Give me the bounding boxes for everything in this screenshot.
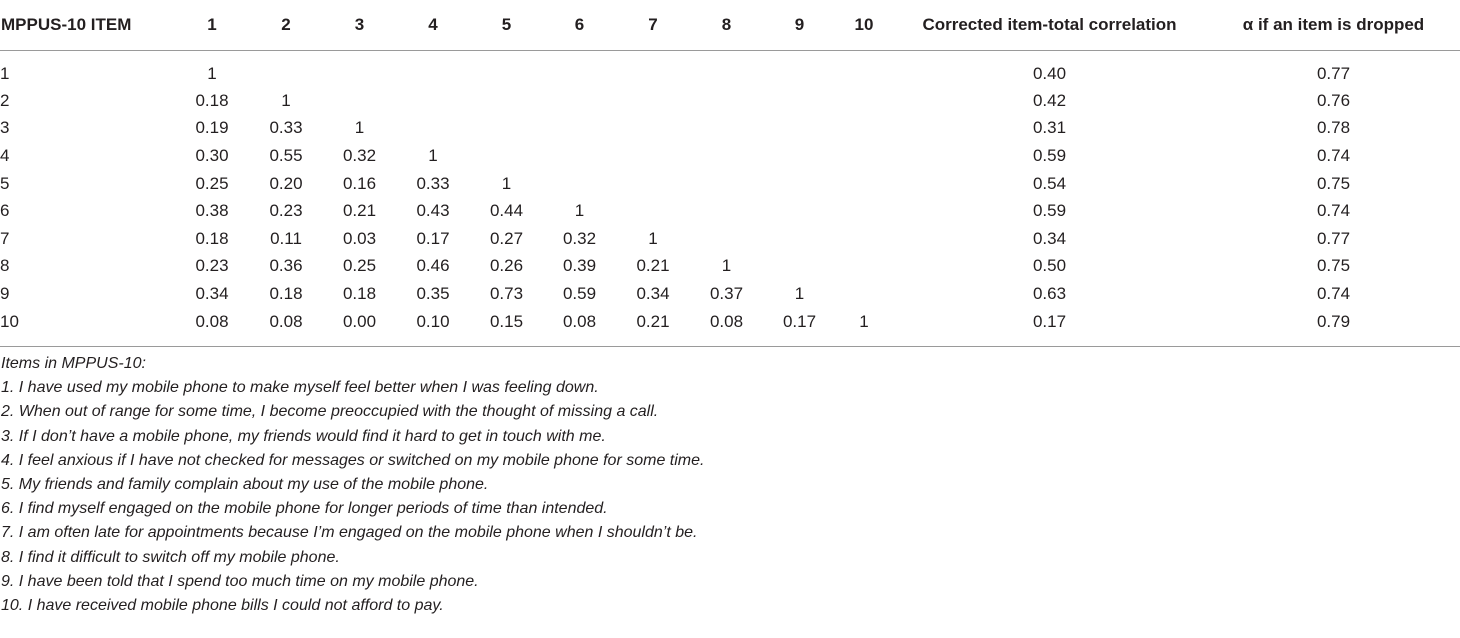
footnote-item: 3. If I don’t have a mobile phone, my friends would find it hard to get in touch with me.: [1, 427, 606, 445]
corrected-item-total-cell: 0.31: [1032, 118, 1067, 138]
correlation-cell: 0.21: [342, 201, 377, 221]
correlation-cell: 0.20: [269, 173, 303, 193]
footnote-item: 7. I am often late for appointments because I’m engaged on the mobile phone when I shouldn’t be.: [1, 524, 698, 542]
header-col-4: 4: [396, 0, 470, 50]
row-item-label: 7: [0, 228, 10, 248]
correlation-cell: 0.59: [562, 283, 597, 303]
correlation-cell: [763, 115, 836, 143]
correlation-cell: [543, 170, 616, 198]
table-row: [0, 50, 1460, 87]
header-col-3: 3: [323, 0, 396, 50]
row-item-label: 5: [0, 173, 10, 193]
correlation-cell: [763, 197, 836, 225]
correlation-cell: [836, 197, 892, 225]
correlation-cell: [396, 87, 470, 115]
table-row: [0, 225, 1460, 253]
correlation-cell: [836, 253, 892, 281]
correlation-cell: [616, 50, 690, 87]
correlation-cell: 1: [501, 173, 512, 193]
table-row: [0, 308, 1460, 336]
correlation-cell: 0.46: [416, 256, 450, 276]
alpha-if-dropped-cell: 0.77: [1316, 228, 1351, 248]
correlation-cell: [543, 142, 616, 170]
correlation-cell: 1: [281, 90, 291, 110]
alpha-if-dropped-cell: 0.79: [1316, 311, 1351, 331]
correlation-cell: 0.43: [416, 201, 450, 221]
correlation-cell: [543, 115, 616, 143]
correlation-cell: 0.08: [562, 311, 597, 331]
correlation-cell: 0.39: [562, 256, 597, 276]
correlation-cell: [836, 50, 892, 87]
correlation-cell: 0.00: [342, 311, 377, 331]
correlation-cell: [690, 197, 763, 225]
alpha-if-dropped-cell: 0.76: [1316, 90, 1351, 110]
row-item-label: 1: [0, 63, 10, 83]
correlation-cell: [763, 87, 836, 115]
correlation-cell: [836, 115, 892, 143]
correlation-cell: 0.36: [269, 256, 303, 276]
correlation-cell: [543, 87, 616, 115]
correlation-cell: [616, 87, 690, 115]
correlation-cell: 0.30: [195, 145, 229, 165]
correlation-cell: 1: [859, 311, 869, 331]
alpha-if-dropped-cell: 0.74: [1316, 201, 1351, 221]
correlation-cell: 0.32: [562, 228, 597, 248]
footnote-item: 2. When out of range for some time, I become preoccupied with the thought of missing a call.: [1, 403, 659, 421]
correlation-cell: 0.55: [269, 145, 303, 165]
correlation-cell: 1: [721, 256, 732, 276]
correlation-cell: 1: [428, 145, 438, 165]
correlation-cell: 1: [794, 283, 805, 303]
row-item-label: 8: [0, 256, 10, 276]
correlation-cell: 0.33: [416, 173, 450, 193]
alpha-if-dropped-cell: 0.74: [1316, 283, 1351, 303]
correlation-cell: [690, 50, 763, 87]
correlation-cell: [836, 225, 892, 253]
correlation-cell: 1: [354, 118, 365, 138]
correlation-cell: 0.10: [416, 311, 450, 331]
corrected-item-total-cell: 0.34: [1032, 228, 1067, 248]
header-col-1: 1: [175, 0, 249, 50]
correlation-cell: [249, 50, 323, 87]
corrected-item-total-cell: 0.59: [1032, 201, 1067, 221]
table-row: [0, 115, 1460, 143]
row-item-label: 9: [0, 283, 10, 303]
footnote-item: 6. I find myself engaged on the mobile phone for longer periods of time than intended.: [1, 500, 608, 518]
correlation-cell: 0.19: [195, 118, 229, 138]
table-row: [0, 170, 1460, 198]
correlation-cell: 0.18: [195, 90, 229, 110]
footnote-list: [1, 376, 1451, 618]
correlation-cell: 0.38: [195, 201, 229, 221]
correlation-cell: 0.21: [636, 311, 670, 331]
row-item-label: 3: [0, 118, 10, 138]
correlation-cell: [690, 170, 763, 198]
corrected-item-total-cell: 0.50: [1032, 256, 1067, 276]
header-col-8: 8: [690, 0, 763, 50]
alpha-if-dropped-cell: 0.77: [1316, 63, 1351, 83]
table-row: [0, 197, 1460, 225]
correlation-cell: [690, 87, 763, 115]
correlation-cell: 1: [207, 63, 217, 83]
header-col-7: 7: [616, 0, 690, 50]
correlation-cell: 0.25: [342, 256, 377, 276]
correlation-cell: [690, 225, 763, 253]
footnote-item: 10. I have received mobile phone bills I could not afford to pay.: [1, 597, 444, 615]
corrected-item-total-cell: 0.17: [1032, 311, 1067, 331]
correlation-cell: 0.33: [269, 118, 303, 138]
correlation-cell: [836, 87, 892, 115]
alpha-if-dropped-cell: 0.75: [1316, 256, 1351, 276]
correlation-cell: 0.25: [195, 173, 229, 193]
correlation-cell: [690, 142, 763, 170]
correlation-cell: [616, 115, 690, 143]
correlation-cell: 0.18: [342, 283, 377, 303]
correlation-cell: [836, 280, 892, 308]
footnote-item: 1. I have used my mobile phone to make myself feel better when I was feeling down.: [1, 379, 599, 397]
correlation-cell: 0.15: [489, 311, 524, 331]
correlation-cell: 0.37: [709, 283, 744, 303]
footnote-item: 8. I find it difficult to switch off my mobile phone.: [1, 548, 340, 566]
correlation-cell: [836, 142, 892, 170]
header-alpha-if-dropped: α if an item is dropped: [1207, 0, 1460, 50]
alpha-if-dropped-cell: 0.78: [1316, 118, 1351, 138]
header-col-9: 9: [763, 0, 836, 50]
footnote-item: 4. I feel anxious if I have not checked for messages or switched on my mobile phone for some time.: [1, 451, 705, 469]
correlation-cell: 0.21: [636, 256, 670, 276]
corrected-item-total-cell: 0.63: [1032, 283, 1067, 303]
correlation-cell: [690, 115, 763, 143]
footnote-item: 9. I have been told that I spend too much time on my mobile phone.: [1, 572, 479, 590]
correlation-cell: 0.17: [416, 228, 450, 248]
correlation-cell: 0.44: [489, 201, 524, 221]
correlation-cell: [470, 142, 543, 170]
correlation-cell: [396, 115, 470, 143]
header-col-10: 10: [836, 0, 892, 50]
correlation-cell: [470, 87, 543, 115]
header-col-5: 5: [470, 0, 543, 50]
footnote-title: Items in MPPUS-10:: [1, 355, 146, 372]
correlation-cell: 0.23: [195, 256, 229, 276]
row-item-label: 6: [0, 201, 10, 221]
header-item: MPPUS-10 ITEM: [0, 0, 175, 50]
correlation-cell: 0.73: [489, 283, 524, 303]
correlation-cell: [763, 142, 836, 170]
row-item-label: 10: [0, 311, 19, 331]
row-item-label: 2: [0, 90, 10, 110]
correlation-cell: 0.23: [269, 201, 303, 221]
table-header-row: [0, 0, 1460, 50]
correlation-cell: 1: [574, 201, 585, 221]
corrected-item-total-cell: 0.40: [1032, 63, 1067, 83]
correlation-cell: 0.18: [269, 283, 303, 303]
header-col-2: 2: [249, 0, 323, 50]
correlation-cell: 0.34: [195, 283, 229, 303]
table-row: [0, 142, 1460, 170]
correlation-cell: 0.08: [195, 311, 229, 331]
correlation-cell: 0.35: [416, 283, 450, 303]
correlation-cell: [543, 50, 616, 87]
corrected-item-total-cell: 0.59: [1032, 145, 1067, 165]
correlation-cell: [836, 170, 892, 198]
footnotes: [1, 352, 1451, 618]
table-body: [0, 50, 1460, 335]
correlation-cell: [323, 50, 396, 87]
correlation-cell: 0.11: [270, 228, 302, 248]
correlation-cell: [396, 50, 470, 87]
correlation-cell: [470, 50, 543, 87]
correlation-cell: 1: [648, 228, 658, 248]
correlation-cell: [323, 87, 396, 115]
correlation-cell: 0.34: [636, 283, 670, 303]
correlation-cell: [763, 50, 836, 87]
header-col-6: 6: [543, 0, 616, 50]
alpha-if-dropped-cell: 0.75: [1316, 173, 1351, 193]
correlation-cell: 0.26: [489, 256, 524, 276]
table-bottom-rule: [0, 346, 1460, 347]
corrected-item-total-cell: 0.42: [1032, 90, 1067, 110]
correlation-cell: 0.17: [782, 311, 817, 331]
correlation-cell: 0.08: [709, 311, 744, 331]
correlation-cell: 0.03: [342, 228, 377, 248]
table-row: [0, 280, 1460, 308]
table-row: [0, 253, 1460, 281]
header-corrected-item-total: Corrected item-total correlation: [892, 0, 1207, 50]
correlation-cell: 0.08: [269, 311, 303, 331]
corrected-item-total-cell: 0.54: [1032, 173, 1067, 193]
correlation-cell: [763, 170, 836, 198]
correlation-cell: 0.18: [195, 228, 229, 248]
row-item-label: 4: [0, 145, 10, 165]
correlation-cell: 0.27: [489, 228, 524, 248]
correlation-cell: [763, 225, 836, 253]
correlation-cell: [616, 170, 690, 198]
correlation-cell: [616, 197, 690, 225]
correlation-cell: 0.16: [342, 173, 377, 193]
correlation-cell: [470, 115, 543, 143]
correlation-cell: [763, 253, 836, 281]
footnote-item: 5. My friends and family complain about my use of the mobile phone.: [1, 476, 489, 494]
correlation-cell: [616, 142, 690, 170]
alpha-if-dropped-cell: 0.74: [1316, 145, 1351, 165]
correlation-cell: 0.32: [342, 145, 377, 165]
table-row: [0, 87, 1460, 115]
